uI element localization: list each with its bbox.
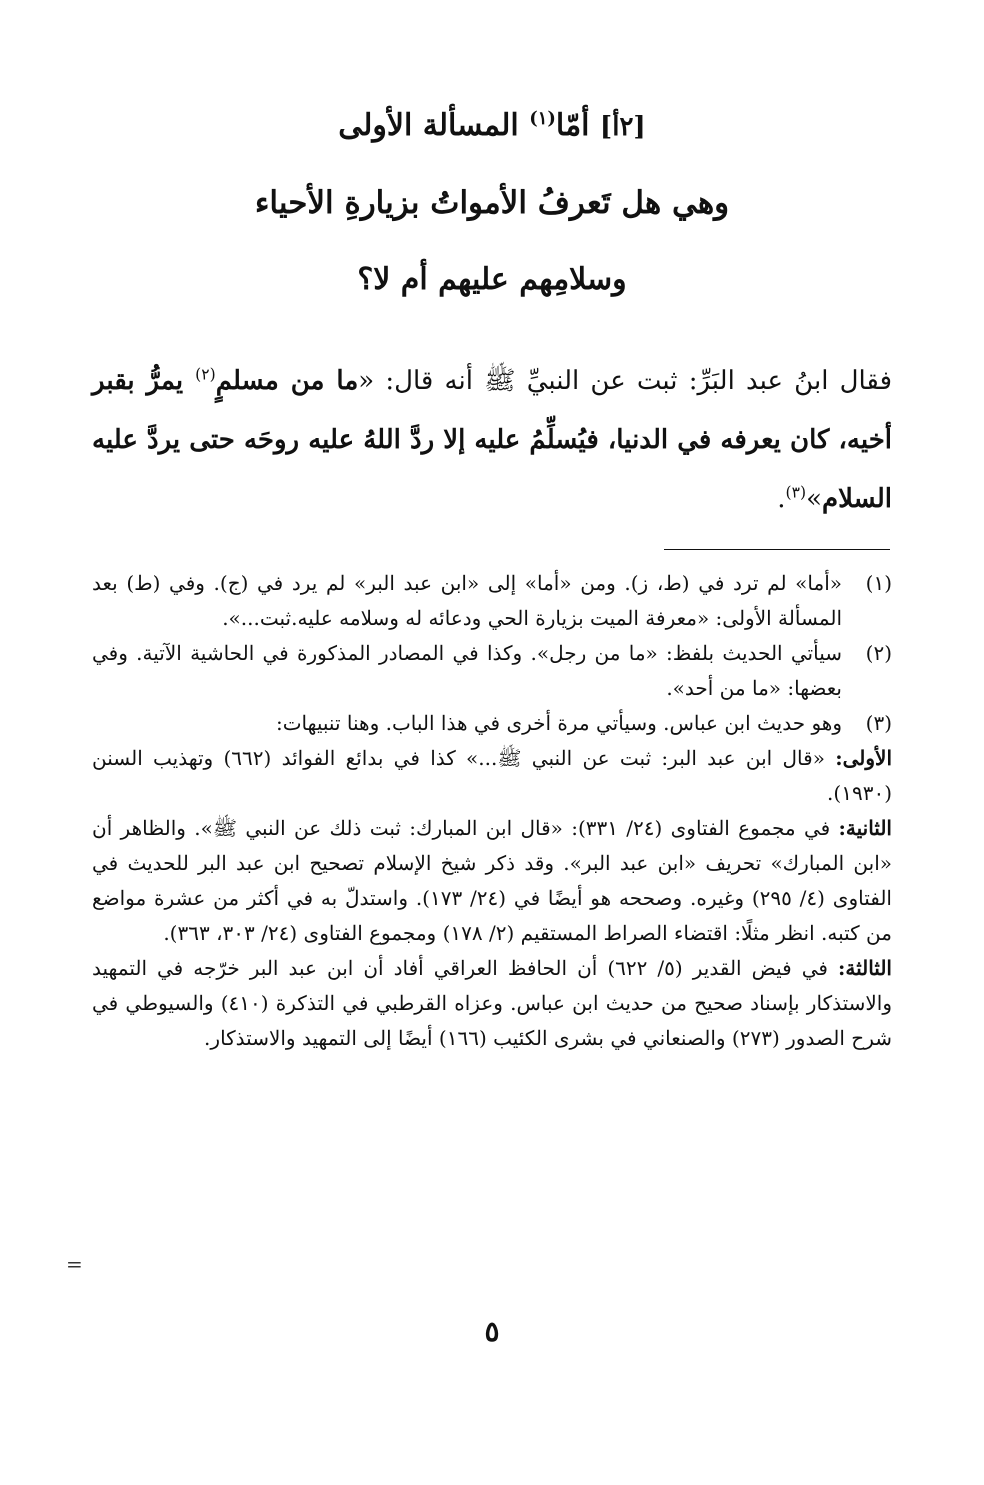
footnote-1 (92, 566, 892, 636)
heading-line-2: وهي هل تَعرفُ الأمواتُ بزيارةِ الأحياء (254, 185, 730, 221)
note-text: في مجموع الفتاوى (٢٤/ ٣٣١): «قال ابن المبارك: ثبت ذلك عن النبي ﷺ». والظاهر أن «ابن المبارك» تحريف «ابن عبد البر». وقد ذكر شيخ الإسلام تصحيح ابن عبد البر للحديث في الفتاوى (٤/ ٢٩٥) وغيره. وصححه هو أيضًا في (٢٤/ ١٧٣). واستدلّ به في أكثر من عشرة مواضع من كتبه. انظر مثلًا: اقتضاء الصراط المستقيم (٢/ ١٧٨) ومجموع الفتاوى (٢٤/ ٣٠٣، ٣٦٣). (92, 816, 892, 945)
note-third (92, 951, 892, 1056)
hadith-text-body: يمرُّ بقبر أخيه، كان يعرفه في الدنيا، فيُسلِّمُ عليه إلا ردَّ اللهُ عليه روحَه حتى يردَّ عليه السلام (92, 366, 892, 514)
main-text-intro: فقال ابنُ عبد البَرِّ: ثبت عن النبيِّ ﷺ أنه قال: « (358, 366, 892, 396)
note-first (92, 741, 892, 811)
footnote-ref-2: (٢) (195, 365, 216, 384)
chapter-heading (80, 108, 904, 143)
heading-word: أمّا (555, 108, 590, 143)
footnote-text: وهو حديث ابن عباس. وسيأتي مرة أخرى في هذا الباب. وهنا تنبيهات: (275, 711, 842, 735)
manuscript-folio-ref: [٢أ] (599, 112, 646, 142)
heading-title: المسألة الأولى (338, 108, 519, 143)
quote-close: » (806, 484, 823, 514)
note-label: الثالثة: (837, 956, 892, 980)
continuation-mark: = (66, 1252, 83, 1276)
main-text-end: . (777, 484, 786, 514)
footnote-ref-1: (١) (529, 108, 556, 129)
page-number: ٥ (484, 1315, 500, 1348)
footnote-2 (92, 636, 892, 706)
heading-line-3: وسلامِهم عليهم أم لا؟ (357, 262, 627, 297)
footnote-number: (٢) (865, 641, 892, 665)
main-paragraph (92, 352, 892, 529)
footnote-text: سيأتي الحديث بلفظ: «ما من رجل». وكذا في المصادر المذكورة في الحاشية الآتية. وفي بعضها: «ما من أحد». (92, 641, 842, 700)
note-second (92, 811, 892, 951)
footnote-ref-3: (٣) (785, 483, 807, 502)
footnote-3 (92, 706, 892, 741)
footnote-number: (٣) (865, 711, 892, 735)
note-text: في فيض القدير (٥/ ٦٢٢) أن الحافظ العراقي أفاد أن ابن عبد البر خرّجه في التمهيد والاستذكار بإسناد صحيح من حديث ابن عباس. وعزاه القرطبي في التذكرة (٤١٠) والسيوطي في شرح الصدور (٢٧٣) والصنعاني في بشرى الكئيب (١٦٦) أيضًا إلى التمهيد والاستذكار. (92, 956, 892, 1050)
footnote-separator (664, 549, 890, 550)
footnote-text: «أما» لم ترد في (ط، ز). ومن «أما» إلى «ابن عبد البر» لم يرد في (ج). وفي (ط) بعد المسألة الأولى: «معرفة الميت بزيارة الحي ودعائه له وسلامه عليه.ثبت...». (92, 571, 842, 630)
note-label: الثانية: (838, 816, 892, 840)
hadith-text-start: ما من مسلمٍ (215, 366, 359, 396)
footnotes-section (92, 566, 892, 1056)
note-label: الأولى: (835, 746, 893, 770)
note-text: «قال ابن عبد البر: ثبت عن النبي ﷺ...» كذا في بدائع الفوائد (٦٦٢) وتهذيب السنن (١٩٣٠). (92, 746, 892, 805)
footnote-number: (١) (865, 571, 892, 595)
